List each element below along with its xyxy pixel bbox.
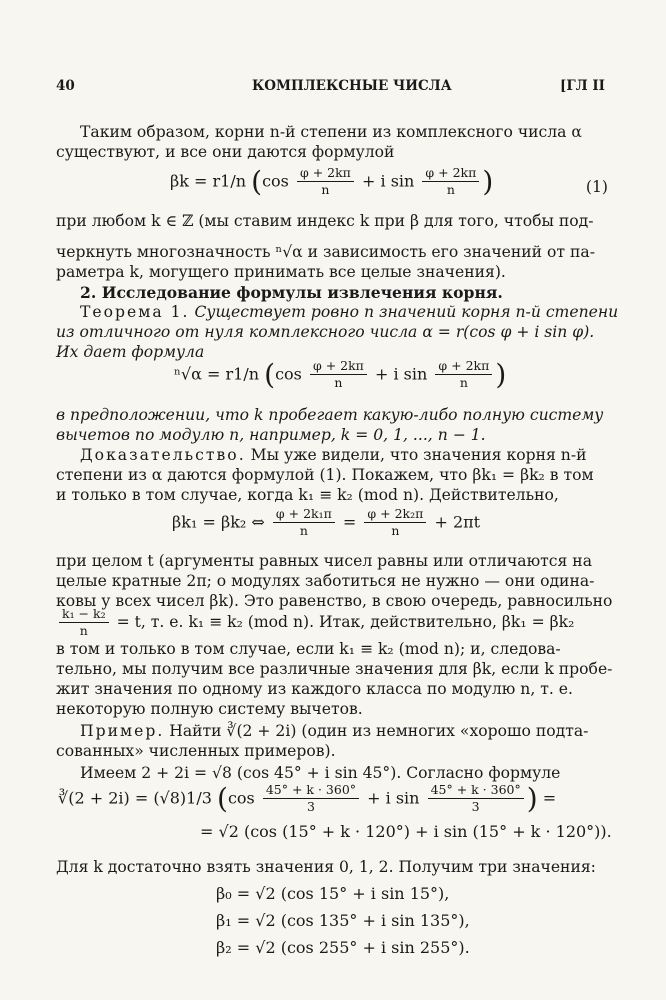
text-line: существуют, и все они даются формулой [56,143,395,161]
text-line: и только в том случае, когда k₁ ≡ k₂ (mod n). Действительно, [56,486,559,504]
text-line: при целом t (аргументы равных чисел равны или отличаются на [56,552,592,570]
result-beta-0: β₀ = √2 (cos 15° + i sin 15°), [216,884,450,903]
text-line: некоторую полную систему вычетов. [56,700,363,718]
text-line: при любом k ∈ ℤ (мы ставим индекс k при β для того, чтобы под- [56,212,594,230]
section-heading: 2. Исследование формулы извлечения корня. [80,283,503,302]
proof-line: Доказательство. Мы уже видели, что значения корня n-й [80,446,587,464]
text-line: степени из α даются формулой (1). Покажем, что βk₁ = βk₂ в том [56,466,594,484]
text-line: жит значения по одному из каждого класса по модулю n, т. е. [56,680,573,698]
text-line: сованных» численных примеров). [56,742,336,760]
theorem-line: Их дает формула [56,343,205,361]
equation-2: ⁿ√α = r1/n (cos $\frac{\varphi + 2k\pi}{n}$ + i sin $\frac{\varphi + 2k\pi}{n}$ ) [174,357,507,391]
text-line: раметра k, могущего принимать все целые значения). [56,263,506,281]
text-line: тельно, мы получим все различные значения для βk, если k пробе- [56,660,613,678]
fraction: $\frac{45^\circ + k \cdot 360^\circ}{3}$ [428,782,524,816]
text-line: $\frac{\text{k₁ − k₂}}{n}$ = t, т. е. k₁ ≡ k₂ (mod n). Итак, действительно, βk₁ = βk₂ [56,606,574,640]
theorem-line: в предположении, что k пробегает какую-либо полную систему [56,406,604,424]
proof-label: Доказательство. [80,446,246,464]
text-line: Для k достаточно взять значения 0, 1, 2. Получим три значения: [56,858,596,876]
text-line: ковы у всех чисел βk). Это равенство, в свою очередь, равносильно [56,592,613,610]
result-beta-1: β₁ = √2 (cos 135° + i sin 135°), [216,911,470,930]
text-line: черкнуть многозначность ⁿ√α и зависимость его значений от па- [56,243,595,261]
fraction: $\frac{\text{φ + 2k₂π}}{n}$ [364,506,426,540]
equation-3: βk₁ = βk₂ ⇔ $\frac{\text{φ + 2k₁π}}{n}$ = $\frac{\text{φ + 2k₂π}}{n}$ + 2πt [172,506,481,539]
theorem-line: из отличного от нуля комплексного числа α = r(cos φ + i sin φ). [56,323,595,341]
equation-lhs: βk = r1/n [170,171,247,191]
equation-lhs: ⁿ√α = r1/n [174,364,260,384]
example-label: Пример. [80,722,165,740]
theorem-label: Теорема 1. [80,303,190,321]
equation-number: (1) [585,178,608,196]
fraction: $\frac{\varphi + 2k\pi}{n}$ [297,165,354,199]
text-line: Таким образом, корни n-й степени из комплексного числа α [80,123,582,141]
example-line: Пример. Найти ∛(2 + 2i) (один из немногих «хорошо подта- [80,722,589,740]
equation-4-continued: = √2 (cos (15° + k · 120°) + i sin (15° + k · 120°)). [200,822,612,841]
theorem-line: Теорема 1. Существует ровно n значений корня n-й степени [80,303,619,321]
page-number: 40 [56,78,75,94]
fraction: $\frac{45^\circ + k \cdot 360^\circ}{3}$ [263,782,359,816]
equation-1: βk = r1/n (cos $\frac{\varphi + 2k\pi}{n}$ + i sin $\frac{\varphi + 2k\pi}{n}$ ) [170,164,494,198]
equation-lhs: ∛(2 + 2i) = (√8)1/3 [58,788,212,808]
text-line: Имеем 2 + 2i = √8 (cos 45° + i sin 45°). Согласно формуле [80,764,561,782]
chapter-ref: [ГЛ II [560,78,605,94]
fraction: $\frac{\varphi + 2k\pi}{n}$ [310,358,367,392]
equation-lhs: βk₁ = βk₂ ⇔ [172,512,265,532]
text-line: в том и только в том случае, если k₁ ≡ k₂ (mod n); и, следова- [56,640,561,658]
fraction: $\frac{\text{φ + 2k₁π}}{n}$ [273,506,335,540]
fraction: $\frac{\varphi + 2k\pi}{n}$ [435,358,492,392]
result-beta-2: β₂ = √2 (cos 255° + i sin 255°). [216,938,470,957]
theorem-line: вычетов по модулю n, например, k = 0, 1, ..., n − 1. [56,426,486,444]
fraction: $\frac{\varphi + 2k\pi}{n}$ [422,165,479,199]
text-line: целые кратные 2π; о модулях заботиться не нужно — они одина- [56,572,595,590]
fraction: $\frac{\text{k₁ − k₂}}{n}$ [59,606,109,640]
equation-4: ∛(2 + 2i) = (√8)1/3 (cos $\frac{45^\circ + k \cdot 360^\circ}{3}$ + i sin $\frac{45^\circ + k \cdot 360^\circ}{3}$ ) = [58,781,557,815]
running-title: КОМПЛЕКСНЫЕ ЧИСЛА [252,78,452,94]
